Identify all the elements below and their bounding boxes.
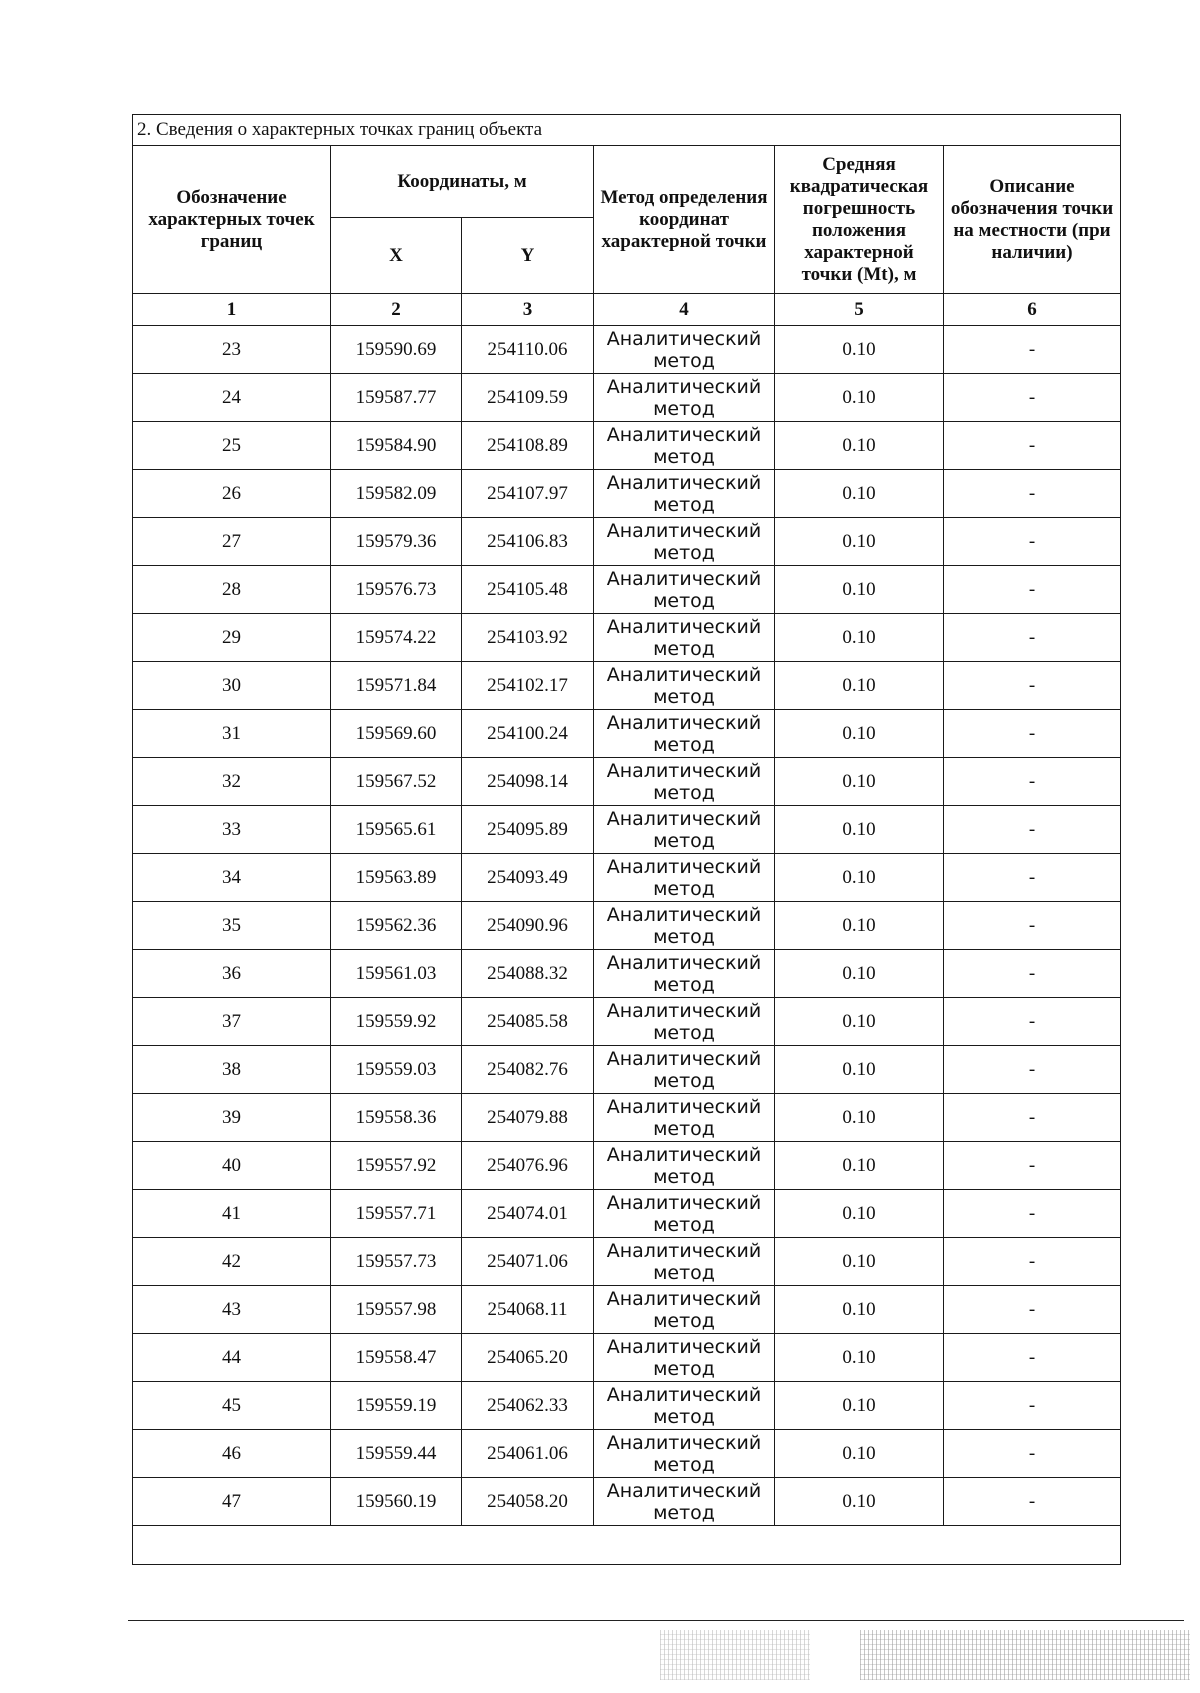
description-cell: - [944, 806, 1121, 854]
x-coordinate-cell: 159562.36 [331, 902, 462, 950]
rms-error-cell: 0.10 [775, 422, 944, 470]
y-coordinate-cell: 254074.01 [462, 1190, 594, 1238]
header-coordinates: Координаты, м [331, 146, 594, 218]
description-cell: - [944, 470, 1121, 518]
point-id-cell: 43 [133, 1286, 331, 1334]
rms-error-cell: 0.10 [775, 1046, 944, 1094]
y-coordinate-cell: 254102.17 [462, 662, 594, 710]
point-id-cell: 30 [133, 662, 331, 710]
x-coordinate-cell: 159569.60 [331, 710, 462, 758]
rms-error-cell: 0.10 [775, 998, 944, 1046]
table-row [133, 1142, 1121, 1190]
point-id-cell: 31 [133, 710, 331, 758]
description-cell: - [944, 662, 1121, 710]
column-number: 5 [775, 294, 944, 326]
method-cell: Аналитический метод [594, 1142, 775, 1190]
empty-footer-row [133, 1526, 1121, 1565]
point-id-cell: 26 [133, 470, 331, 518]
table-row [133, 470, 1121, 518]
rms-error-cell: 0.10 [775, 710, 944, 758]
document-sheet [132, 114, 1120, 1565]
scan-noise [660, 1630, 810, 1680]
rms-error-cell: 0.10 [775, 374, 944, 422]
column-number: 3 [462, 294, 594, 326]
description-cell: - [944, 1238, 1121, 1286]
y-coordinate-cell: 254093.49 [462, 854, 594, 902]
description-cell: - [944, 1430, 1121, 1478]
y-coordinate-cell: 254090.96 [462, 902, 594, 950]
y-coordinate-cell: 254076.96 [462, 1142, 594, 1190]
header-designation: Обозначение характерных точек границ [133, 146, 331, 294]
table-row [133, 614, 1121, 662]
point-id-cell: 28 [133, 566, 331, 614]
table-row [133, 518, 1121, 566]
header-y: Y [462, 218, 594, 294]
footer-rule [128, 1620, 1184, 1621]
method-cell: Аналитический метод [594, 1430, 775, 1478]
table-row [133, 854, 1121, 902]
y-coordinate-cell: 254107.97 [462, 470, 594, 518]
description-cell: - [944, 1190, 1121, 1238]
description-cell: - [944, 950, 1121, 998]
method-cell: Аналитический метод [594, 1334, 775, 1382]
point-id-cell: 24 [133, 374, 331, 422]
rms-error-cell: 0.10 [775, 326, 944, 374]
point-id-cell: 32 [133, 758, 331, 806]
rms-error-cell: 0.10 [775, 902, 944, 950]
x-coordinate-cell: 159590.69 [331, 326, 462, 374]
column-number: 4 [594, 294, 775, 326]
table-row [133, 998, 1121, 1046]
table-row [133, 1238, 1121, 1286]
point-id-cell: 38 [133, 1046, 331, 1094]
method-cell: Аналитический метод [594, 1238, 775, 1286]
description-cell: - [944, 374, 1121, 422]
y-coordinate-cell: 254065.20 [462, 1334, 594, 1382]
y-coordinate-cell: 254058.20 [462, 1478, 594, 1526]
point-id-cell: 45 [133, 1382, 331, 1430]
method-cell: Аналитический метод [594, 1190, 775, 1238]
description-cell: - [944, 1478, 1121, 1526]
x-coordinate-cell: 159565.61 [331, 806, 462, 854]
x-coordinate-cell: 159559.03 [331, 1046, 462, 1094]
table-row [133, 1286, 1121, 1334]
point-id-cell: 29 [133, 614, 331, 662]
table-row [133, 662, 1121, 710]
empty-cell [133, 1526, 1121, 1565]
method-cell: Аналитический метод [594, 806, 775, 854]
y-coordinate-cell: 254085.58 [462, 998, 594, 1046]
x-coordinate-cell: 159582.09 [331, 470, 462, 518]
method-cell: Аналитический метод [594, 614, 775, 662]
point-id-cell: 41 [133, 1190, 331, 1238]
x-coordinate-cell: 159574.22 [331, 614, 462, 662]
table-row [133, 710, 1121, 758]
point-id-cell: 44 [133, 1334, 331, 1382]
rms-error-cell: 0.10 [775, 470, 944, 518]
method-cell: Аналитический метод [594, 1046, 775, 1094]
x-coordinate-cell: 159557.92 [331, 1142, 462, 1190]
y-coordinate-cell: 254095.89 [462, 806, 594, 854]
y-coordinate-cell: 254068.11 [462, 1286, 594, 1334]
x-coordinate-cell: 159576.73 [331, 566, 462, 614]
table-row [133, 1046, 1121, 1094]
rms-error-cell: 0.10 [775, 662, 944, 710]
description-cell: - [944, 902, 1121, 950]
rms-error-cell: 0.10 [775, 1190, 944, 1238]
x-coordinate-cell: 159559.19 [331, 1382, 462, 1430]
column-number: 2 [331, 294, 462, 326]
y-coordinate-cell: 254098.14 [462, 758, 594, 806]
method-cell: Аналитический метод [594, 518, 775, 566]
point-id-cell: 37 [133, 998, 331, 1046]
rms-error-cell: 0.10 [775, 614, 944, 662]
method-cell: Аналитический метод [594, 374, 775, 422]
header-rms-error: Средняя квадратическая погрешность положения характерной точки (Mt), м [775, 146, 944, 294]
table-row [133, 1094, 1121, 1142]
description-cell: - [944, 710, 1121, 758]
table-row [133, 950, 1121, 998]
column-number: 1 [133, 294, 331, 326]
header-method: Метод определения координат характерной точки [594, 146, 775, 294]
x-coordinate-cell: 159579.36 [331, 518, 462, 566]
table-row [133, 1382, 1121, 1430]
method-cell: Аналитический метод [594, 422, 775, 470]
scan-noise [860, 1630, 1190, 1680]
rms-error-cell: 0.10 [775, 806, 944, 854]
table-row [133, 422, 1121, 470]
description-cell: - [944, 1046, 1121, 1094]
y-coordinate-cell: 254062.33 [462, 1382, 594, 1430]
x-coordinate-cell: 159558.47 [331, 1334, 462, 1382]
y-coordinate-cell: 254071.06 [462, 1238, 594, 1286]
point-id-cell: 25 [133, 422, 331, 470]
section-title: 2. Сведения о характерных точках границ объекта [133, 115, 1121, 146]
y-coordinate-cell: 254106.83 [462, 518, 594, 566]
x-coordinate-cell: 159567.52 [331, 758, 462, 806]
method-cell: Аналитический метод [594, 998, 775, 1046]
y-coordinate-cell: 254061.06 [462, 1430, 594, 1478]
rms-error-cell: 0.10 [775, 854, 944, 902]
rms-error-cell: 0.10 [775, 1430, 944, 1478]
method-cell: Аналитический метод [594, 326, 775, 374]
y-coordinate-cell: 254088.32 [462, 950, 594, 998]
description-cell: - [944, 422, 1121, 470]
y-coordinate-cell: 254105.48 [462, 566, 594, 614]
description-cell: - [944, 614, 1121, 662]
rms-error-cell: 0.10 [775, 1382, 944, 1430]
method-cell: Аналитический метод [594, 950, 775, 998]
boundary-points-table [132, 114, 1121, 1565]
x-coordinate-cell: 159558.36 [331, 1094, 462, 1142]
description-cell: - [944, 1286, 1121, 1334]
method-cell: Аналитический метод [594, 1286, 775, 1334]
point-id-cell: 27 [133, 518, 331, 566]
table-row [133, 326, 1121, 374]
rms-error-cell: 0.10 [775, 1142, 944, 1190]
table-header [133, 115, 1121, 326]
method-cell: Аналитический метод [594, 470, 775, 518]
point-id-cell: 35 [133, 902, 331, 950]
description-cell: - [944, 518, 1121, 566]
rms-error-cell: 0.10 [775, 1238, 944, 1286]
x-coordinate-cell: 159560.19 [331, 1478, 462, 1526]
x-coordinate-cell: 159557.73 [331, 1238, 462, 1286]
method-cell: Аналитический метод [594, 902, 775, 950]
table-row [133, 1190, 1121, 1238]
point-id-cell: 34 [133, 854, 331, 902]
table-row [133, 758, 1121, 806]
description-cell: - [944, 854, 1121, 902]
x-coordinate-cell: 159557.71 [331, 1190, 462, 1238]
description-cell: - [944, 1382, 1121, 1430]
method-cell: Аналитический метод [594, 566, 775, 614]
point-id-cell: 33 [133, 806, 331, 854]
y-coordinate-cell: 254082.76 [462, 1046, 594, 1094]
header-x: X [331, 218, 462, 294]
description-cell: - [944, 1142, 1121, 1190]
y-coordinate-cell: 254110.06 [462, 326, 594, 374]
x-coordinate-cell: 159584.90 [331, 422, 462, 470]
y-coordinate-cell: 254103.92 [462, 614, 594, 662]
point-id-cell: 42 [133, 1238, 331, 1286]
point-id-cell: 39 [133, 1094, 331, 1142]
method-cell: Аналитический метод [594, 1382, 775, 1430]
y-coordinate-cell: 254109.59 [462, 374, 594, 422]
table-row [133, 1478, 1121, 1526]
point-id-cell: 47 [133, 1478, 331, 1526]
point-id-cell: 46 [133, 1430, 331, 1478]
description-cell: - [944, 1094, 1121, 1142]
rms-error-cell: 0.10 [775, 566, 944, 614]
y-coordinate-cell: 254079.88 [462, 1094, 594, 1142]
description-cell: - [944, 1334, 1121, 1382]
table-row [133, 374, 1121, 422]
rms-error-cell: 0.10 [775, 1478, 944, 1526]
description-cell: - [944, 566, 1121, 614]
x-coordinate-cell: 159561.03 [331, 950, 462, 998]
point-id-cell: 36 [133, 950, 331, 998]
table-row [133, 806, 1121, 854]
method-cell: Аналитический метод [594, 662, 775, 710]
column-number: 6 [944, 294, 1121, 326]
method-cell: Аналитический метод [594, 854, 775, 902]
y-coordinate-cell: 254108.89 [462, 422, 594, 470]
point-id-cell: 40 [133, 1142, 331, 1190]
method-cell: Аналитический метод [594, 1478, 775, 1526]
table-row [133, 1430, 1121, 1478]
method-cell: Аналитический метод [594, 710, 775, 758]
point-id-cell: 23 [133, 326, 331, 374]
x-coordinate-cell: 159557.98 [331, 1286, 462, 1334]
rms-error-cell: 0.10 [775, 1334, 944, 1382]
rms-error-cell: 0.10 [775, 950, 944, 998]
description-cell: - [944, 326, 1121, 374]
description-cell: - [944, 758, 1121, 806]
y-coordinate-cell: 254100.24 [462, 710, 594, 758]
table-row [133, 902, 1121, 950]
x-coordinate-cell: 159563.89 [331, 854, 462, 902]
rms-error-cell: 0.10 [775, 1286, 944, 1334]
table-row [133, 1334, 1121, 1382]
rms-error-cell: 0.10 [775, 758, 944, 806]
method-cell: Аналитический метод [594, 758, 775, 806]
table-row [133, 566, 1121, 614]
description-cell: - [944, 998, 1121, 1046]
x-coordinate-cell: 159587.77 [331, 374, 462, 422]
rms-error-cell: 0.10 [775, 1094, 944, 1142]
header-description: Описание обозначения точки на местности (при наличии) [944, 146, 1121, 294]
rms-error-cell: 0.10 [775, 518, 944, 566]
column-number-row [133, 294, 1121, 326]
x-coordinate-cell: 159559.44 [331, 1430, 462, 1478]
x-coordinate-cell: 159559.92 [331, 998, 462, 1046]
method-cell: Аналитический метод [594, 1094, 775, 1142]
x-coordinate-cell: 159571.84 [331, 662, 462, 710]
table-body [133, 326, 1121, 1565]
